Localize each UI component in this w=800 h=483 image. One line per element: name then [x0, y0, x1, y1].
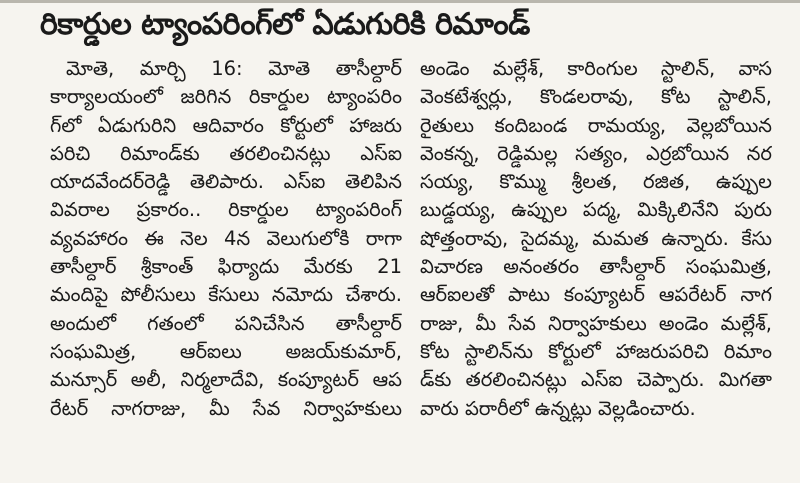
text-line: తాసీల్దార్ శ్రీకాంత్ ఫిర్యాదు మేరకు 21 [50, 255, 402, 279]
text-line: బుడ్డయ్య, ఉప్పుల పద్మ, మిక్కిలినేని పురు [420, 198, 772, 222]
text-line: మోతె, మార్చి 16: మోతె తాసీల్దార్ [66, 57, 402, 80]
text-line: పరిచి రిమాండ్‌కు తరలించినట్లు ఎస్‌ఐ [50, 141, 402, 165]
text-line: సయ్య, కొమ్ము శ్రీలత, రజిత, ఉప్పుల [420, 170, 772, 194]
article-column-left [50, 55, 402, 475]
text-line: గ్‌లో ఏడుగురిని ఆదివారం కోర్టులో హాజరు [50, 113, 402, 137]
text-line: వారు పరారీలో ఉన్నట్లు వెల్లడించారు. [420, 396, 696, 420]
text-line: రాజు, మీ సేవ నిర్వాహకులు అండెం మల్లేశ్, [420, 311, 772, 335]
text-line: అందులో గతంలో పనిచేసిన తాసీల్దార్ [50, 311, 402, 335]
text-line: రైతులు కందిబండ రామయ్య, వెల్లబోయిన [420, 113, 772, 137]
text-line: మన్సూర్ అలీ, నిర్మలాదేవి, కంప్యూటర్ ఆప [50, 368, 402, 392]
clipping-edge [0, 0, 800, 3]
text-line: కోట స్టాలిన్‌ను కోర్టులో హాజరుపరిచి రిమాం [420, 339, 772, 363]
article-column-right [420, 55, 772, 475]
article-body [50, 55, 772, 475]
text-line: వ్యవహారం ఈ నెల 4న వెలుగులోకి రాగా [50, 226, 402, 250]
text-line: సంఘమిత్ర, ఆర్ఐలు అజయ్‌కుమార్, [50, 339, 402, 363]
text-line: మందిపై పోలీసులు కేసులు నమోదు చేశారు. [50, 283, 402, 307]
headline: రికార్డుల ట్యాంపరింగ్‌లో ఏడుగురికి రిమాండ్ [40, 7, 530, 42]
text-line: షోత్తంరావు, సైదమ్మ, మమత ఉన్నారు. కేసు [420, 226, 772, 250]
text-line: రేటర్ నాగరాజు, మీ సేవ నిర్వాహకులు [50, 396, 402, 420]
text-line: ఆర్ఐలతో పాటు కంప్యూటర్ ఆపరేటర్ నాగ [420, 283, 772, 307]
text-line: డ్‌కు తరలించినట్లు ఎస్‌ఐ చెప్పారు. మిగతా [420, 368, 772, 392]
text-line: వెంకటేశ్వర్లు, కొండలరావు, కోట స్టాలిన్, [420, 85, 772, 109]
text-line: వివరాల ప్రకారం.. రికార్డుల ట్యాంపరింగ్ [50, 198, 402, 222]
text-line: యాదవేందర్‌రెడ్డి తెలిపారు. ఎస్‌ఐ తెలిపిన [50, 170, 402, 194]
text-line: వెంకన్న, రెడ్డిమల్ల సత్యం, ఎర్రబోయిన నర [420, 141, 772, 165]
text-line: అండెం మల్లేశ్, కారింగుల స్టాలిన్, వాస [420, 57, 772, 80]
text-line: కార్యాలయంలో జరిగిన రికార్డుల ట్యాంపరిం [50, 85, 402, 109]
text-line: విచారణ అనంతరం తాసీల్దార్ సంఘమిత్ర, [420, 255, 772, 279]
